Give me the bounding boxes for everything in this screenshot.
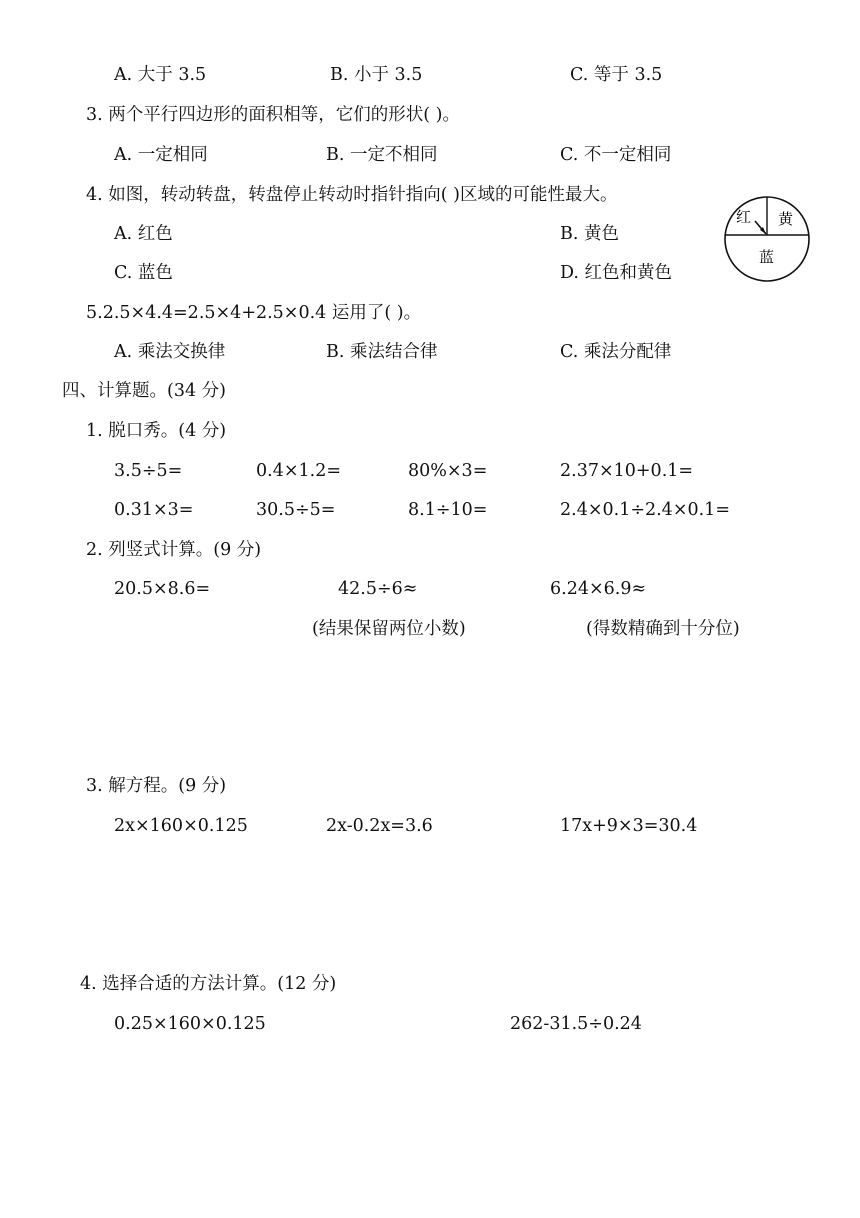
part3-title: 3. 解方程。(9 分) [86, 776, 227, 796]
q5-option-b: B. 乘法结合律 [326, 342, 438, 362]
part2-title: 2. 列竖式计算。(9 分) [86, 540, 262, 560]
rounding-note: (结果保留两位小数) [312, 619, 466, 639]
equation-item: 17x+9×3=30.4 [560, 816, 698, 836]
oral-calc-item: 2.4×0.1÷2.4×0.1= [560, 500, 730, 520]
q4-option-b: B. 黄色 [560, 224, 619, 244]
section4-title: 四、计算题。(34 分) [62, 381, 226, 401]
q2-option-c: C. 等于 3.5 [570, 65, 663, 85]
part4-title: 4. 选择合适的方法计算。(12 分) [80, 974, 337, 994]
q4-option-a: A. 红色 [114, 224, 173, 244]
oral-calc-item: 2.37×10+0.1= [560, 461, 694, 481]
vertical-calc-item: 42.5÷6≈ [338, 579, 418, 599]
spinner-figure [722, 194, 812, 284]
equation-item: 2x-0.2x=3.6 [326, 816, 433, 836]
q2-option-a: A. 大于 3.5 [114, 65, 207, 85]
q3-stem: 3. 两个平行四边形的面积相等，它们的形状( )。 [86, 105, 460, 125]
q5-stem: 5.2.5×4.4=2.5×4+2.5×0.4 运用了( )。 [86, 303, 422, 323]
q3-option-c: C. 不一定相同 [560, 145, 672, 165]
q5-option-c: C. 乘法分配律 [560, 342, 672, 362]
spinner-label-red: 红 [736, 208, 752, 226]
oral-calc-item: 8.1÷10= [408, 500, 488, 520]
oral-calc-item: 0.31×3= [114, 500, 194, 520]
q4-option-c: C. 蓝色 [114, 263, 173, 283]
oral-calc-item: 80%×3= [408, 461, 488, 481]
oral-calc-item: 0.4×1.2= [256, 461, 341, 481]
vertical-calc-item: 20.5×8.6= [114, 579, 211, 599]
method-calc-item: 0.25×160×0.125 [114, 1014, 266, 1034]
spinner-label-yellow: 黄 [778, 210, 794, 228]
equation-item: 2x×160×0.125 [114, 816, 248, 836]
rounding-note: (得数精确到十分位) [586, 619, 740, 639]
oral-calc-item: 3.5÷5= [114, 461, 183, 481]
part1-title: 1. 脱口秀。(4 分) [86, 421, 227, 441]
q4-option-d: D. 红色和黄色 [560, 263, 673, 283]
q2-option-b: B. 小于 3.5 [330, 65, 423, 85]
oral-calc-item: 30.5÷5= [256, 500, 336, 520]
q4-stem: 4. 如图，转动转盘，转盘停止转动时指针指向( )区域的可能性最大。 [86, 185, 618, 205]
q5-option-a: A. 乘法交换律 [114, 342, 226, 362]
q3-option-b: B. 一定不相同 [326, 145, 438, 165]
spinner-label-blue: 蓝 [759, 248, 775, 266]
q3-option-a: A. 一定相同 [114, 145, 208, 165]
method-calc-item: 262-31.5÷0.24 [510, 1014, 642, 1034]
vertical-calc-item: 6.24×6.9≈ [550, 579, 647, 599]
